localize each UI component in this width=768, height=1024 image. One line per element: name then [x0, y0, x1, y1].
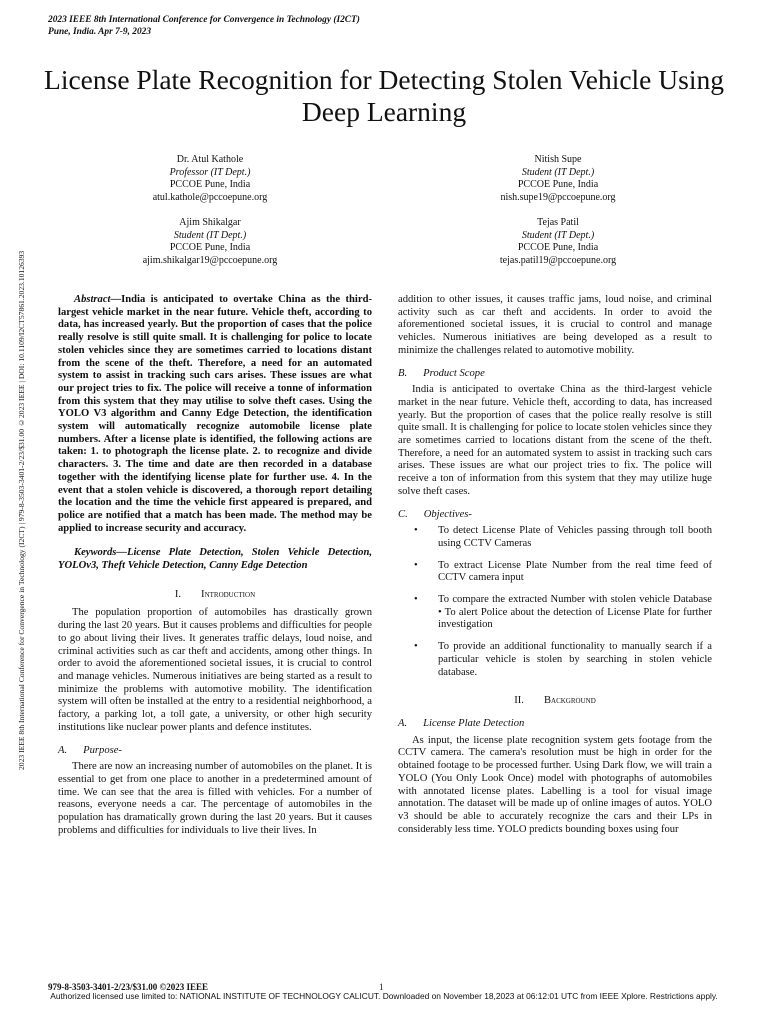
subsection-letter: A.: [398, 717, 408, 729]
abstract-text: —India is anticipated to overtake China as the third-largest vehicle market in the near future. Vehicle theft, according to data, has increased yearly. But the proportion of cases that the police really resolve is still quite small. It is challenging for police to locate stolen vehicles since they are sometimes carried to locations distant from the scene of the theft. Therefore, a need for an automated system to assist in tracking such cars arises. These issues are what our project tries to fix. The police will receive a tonne of information from this system that they may utilise to solve theft cases. Using the YOLO V3 algorithm and Canny Edge Detection, the identification system will automatically recognize automobile license plate numbers. After a license plate is identified, the following actions are taken: 1. to photograph the license plate. 2. to recognize and divide characters. 3. The time and date are then recorded in a database together with the identifying license plate for further use. 4. In the event that a stolen vehicle is discovered, a thorough report detailing the location and the time the vehicle first appeared is prepared, and police are notified that a match has been made. The method may be applied to increase security and accuracy.: [58, 294, 372, 534]
abstract-lead: Abstract: [74, 294, 111, 305]
lpd-paragraph: As input, the license plate recognition system gets footage from the CCTV camera. The camera's resolution must be high in order for the obtained footage to be processed further. Using Dark flow, we will train a YOLO (You Only Look Once) model with photographs of automobiles with annotated license plates. Labelling is a tool for visual image annotation. The dataset will be made up of online images of autos. YOLO v3 should be able to accurately recognize the cars and their LPs in considerably less time. YOLO predicts bounding boxes using four: [398, 734, 712, 835]
keywords: Keywords—License Plate Detection, Stolen Vehicle Detection, YOLOv3, Theft Vehicle Detection, Canny Edge Detection: [58, 547, 372, 572]
subsection-title: Purpose-: [83, 744, 122, 756]
author-org: PCCOE Pune, India: [169, 242, 251, 253]
author-block: [90, 154, 330, 204]
abstract: [58, 294, 372, 535]
section-heading: [58, 589, 372, 602]
subsection-heading: [58, 745, 372, 758]
subsection-letter: C.: [398, 508, 408, 520]
author-org: PCCOE Pune, India: [517, 179, 599, 190]
author-role: Student (IT Dept.): [521, 229, 595, 241]
right-column: [398, 294, 712, 836]
subsection-title: Product Scope: [423, 367, 485, 379]
scope-paragraph: India is anticipated to overtake China as the third-largest vehicle market in the near future. Vehicle theft, according to data, has increased yearly. But the proportion of cases that the police really resolve is still quite small. It is challenging for police to locate stolen vehicles since they are sometimes carried to locations distant from the scene of the theft. Therefore, a need for an automated system to assist in tracking such cars arises. These issues are what our project tries to fix. The police will receive a ton of information from this system that they may utilize huge solve theft cases.: [398, 384, 712, 497]
author-name: Ajim Shikalgar: [179, 217, 241, 228]
author-name: Dr. Atul Kathole: [176, 154, 244, 165]
objective-text: To extract License Plate Number from the real time feed of CCTV camera input: [438, 559, 712, 584]
subsection-letter: B.: [398, 367, 408, 379]
section-title: Background: [543, 695, 596, 707]
objective-text: To compare the extracted Number with stolen vehicle Database • To alert Police about the detection of License Plate for further investigation: [438, 594, 712, 631]
intro-paragraph: The population proportion of automobiles has drastically grown during the last 20 years. But it causes problems and difficulties for people to go about living their lives. It generates traffic delays, loud noise, and criminal activities such as car theft and accidents, among other things. In order to avoid the aforementioned societal issues, it is crucial to control and manage vehicles. Numerous initiatives are being started as a result to minimize the problems with automotive mobility. The identification system will often be installed at the entry to a residential neighborhood, a factory, a parking lot, a toll gate, a university, or other high security institutions like nuclear power plants and defence institutes.: [58, 607, 372, 733]
bullet-icon: •: [414, 641, 418, 653]
section-heading: [398, 695, 712, 708]
objective-text: To provide an additional functionality to manually search if a particular vehicle is stolen by searching in stolen vehicle database.: [438, 641, 712, 678]
author-role: Professor (IT Dept.): [169, 166, 251, 178]
author-org: PCCOE Pune, India: [517, 242, 599, 253]
subsection-heading: [398, 509, 712, 522]
bullet-icon: •: [414, 525, 418, 537]
author-name: Nitish Supe: [534, 154, 582, 165]
subsection-heading: [398, 718, 712, 731]
continuation-paragraph: addition to other issues, it causes traffic jams, loud noise, and criminal activity such as car theft and accidents. In order to avoid the aforementioned societal issues, it is crucial to control and manage vehicles. Numerous initiatives are being developed as a result to minimize the challenges related to automotive mobility.: [398, 294, 712, 356]
doi-sidebar: 2023 IEEE 8th International Conference for Convergence in Technology (I2CT) | 979-8-3503-3401-2/23/$31.00 ©2023 IEEE | DOI: 10.1109/I2CT57861.2023.10126393: [17, 250, 26, 770]
author-role: Student (IT Dept.): [173, 229, 247, 241]
author-name: Tejas Patil: [537, 217, 579, 228]
page-number: 1: [379, 982, 384, 992]
section-title: Introduction: [201, 588, 256, 600]
section-number: I.: [174, 588, 182, 600]
author-block: [438, 154, 678, 204]
list-item: [398, 560, 712, 585]
copyright-footer: 979-8-3503-3401-2/23/$31.00 ©2023 IEEE: [48, 982, 208, 992]
author-email: ajim.shikalgar19@pccoepune.org: [142, 254, 278, 266]
left-column: [58, 294, 372, 837]
conference-name: 2023 IEEE 8th International Conference for Convergence in Technology (I2CT): [48, 15, 360, 25]
section-number: II.: [514, 695, 524, 707]
license-notice: Authorized licensed use limited to: NATIONAL INSTITUTE OF TECHNOLOGY CALICUT. Downloaded on November 18,2023 at 06:12:01 UTC from IEEE Xplore. Restrictions apply.: [50, 991, 718, 1001]
author-org: PCCOE Pune, India: [169, 179, 251, 190]
author-block: [438, 217, 678, 267]
author-email: nish.supe19@pccoepune.org: [500, 191, 616, 203]
author-role: Student (IT Dept.): [521, 166, 595, 178]
conference-header: [48, 14, 360, 38]
list-item: [398, 641, 712, 679]
list-item: [398, 594, 712, 632]
subsection-title: License Plate Detection: [423, 717, 525, 729]
author-block: [90, 217, 330, 267]
author-email: tejas.patil19@pccoepune.org: [499, 254, 617, 266]
conference-location: Pune, India. Apr 7-9, 2023: [48, 27, 152, 37]
author-email: atul.kathole@pccoepune.org: [152, 191, 268, 203]
subsection-heading: [398, 368, 712, 381]
list-item: [398, 525, 712, 550]
paper-title: License Plate Recognition for Detecting Stolen Vehicle Using Deep Learning: [44, 64, 724, 127]
subsection-title: Objectives-: [423, 508, 472, 520]
subsection-letter: A.: [58, 744, 68, 756]
objective-text: To detect License Plate of Vehicles passing through toll booth using CCTV Cameras: [438, 525, 712, 549]
objectives-list: [398, 525, 712, 679]
bullet-icon: •: [414, 559, 418, 571]
bullet-icon: •: [414, 594, 418, 606]
purpose-paragraph: There are now an increasing number of automobiles on the planet. It is essential to get from one place to another in a predetermined amount of time. We can see that the area is filled with vehicles. For a number of reasons, everyone needs a car. The percentage of automobiles in the population has dramatically grown during the last 20 years. But it causes problems and difficulties for individuals to live their lives. In: [58, 761, 372, 836]
